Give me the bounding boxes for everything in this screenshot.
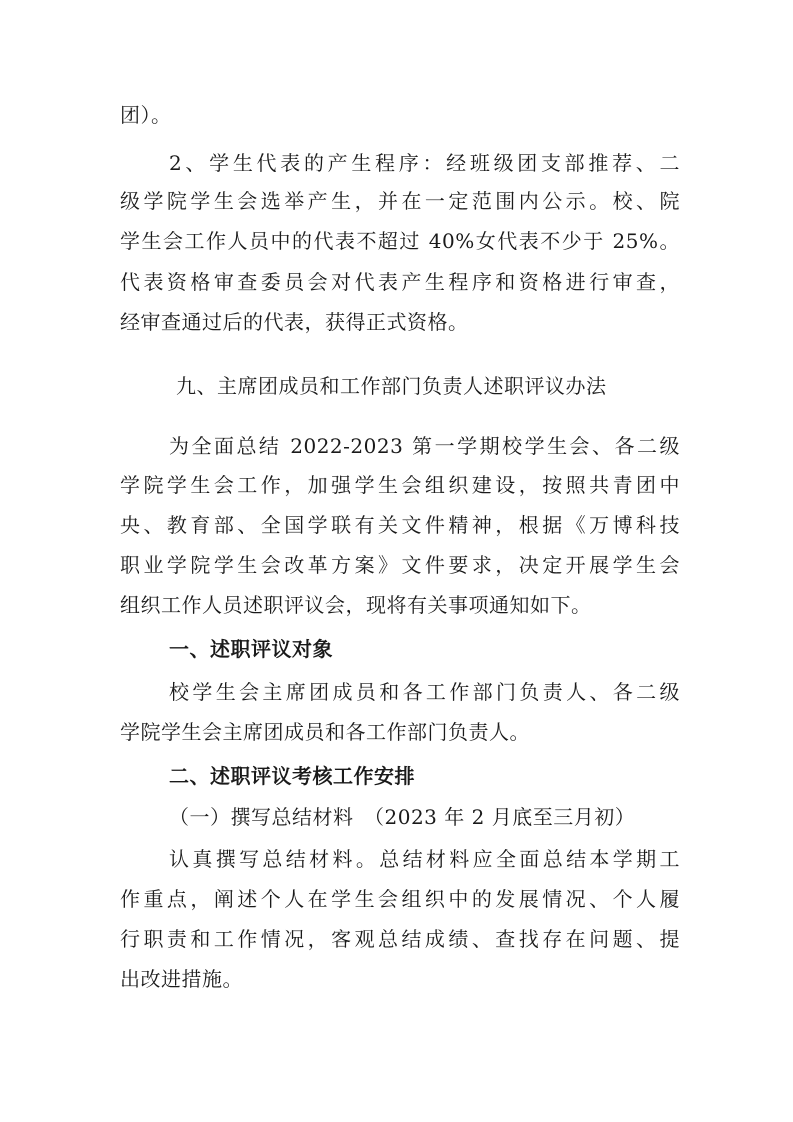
paragraph-summary-line-4: 出改进措施。 <box>120 967 243 991</box>
paragraph-summary-line-3: 行职责和工作情况，客观总结成绩、查找存在问题、提 <box>120 927 680 951</box>
paragraph-continuation-line: 团）。 <box>120 103 172 127</box>
paragraph-delegates-line-2: 级学院学生会选举产生，并在一定范围内公示。校、院 <box>120 189 680 213</box>
paragraph-intro-line-1: 为全面总结 2022-2023 第一学期校学生会、各二级 <box>169 434 680 458</box>
paragraph-summary-line-1: 认真撰写总结材料。总结材料应全面总结本学期工 <box>169 847 680 871</box>
paragraph-intro-line-5: 组织工作人员述职评议会，现将有关事项通知如下。 <box>120 593 592 617</box>
paragraph-intro-line-4: 职业学院学生会改革方案》文件要求，决定开展学生会 <box>120 553 680 577</box>
subheading-one: （一）撰写总结材料 （2023 年 2 月底至三月初） <box>169 805 636 829</box>
paragraph-delegates-line-1: 2、学生代表的产生程序：经班级团支部推荐、二 <box>169 151 680 175</box>
paragraph-delegates-line-5: 经审查通过后的代表，获得正式资格。 <box>120 310 469 334</box>
paragraph-delegates-line-4: 代表资格审查委员会对代表产生程序和资格进行审查， <box>120 270 680 294</box>
paragraph-targets-line-1: 校学生会主席团成员和各工作部门负责人、各二级 <box>169 680 680 704</box>
heading-two: 二、述职评议考核工作安排 <box>169 764 415 788</box>
paragraph-summary-line-2: 作重点，阐述个人在学生会组织中的发展情况、个人履 <box>120 887 680 911</box>
heading-one: 一、述职评议对象 <box>169 637 333 661</box>
paragraph-targets-line-2: 学院学生会主席团成员和各工作部门负责人。 <box>120 720 530 744</box>
paragraph-intro-line-3: 央、教育部、全国学联有关文件精神，根据《万博科技 <box>120 513 680 537</box>
paragraph-delegates-line-3: 学生会工作人员中的代表不超过 40%女代表不少于 25%。 <box>120 229 680 253</box>
paragraph-intro-line-2: 学院学生会工作，加强学生会组织建设，按照共青团中 <box>120 473 680 497</box>
section-nine-title: 九、主席团成员和工作部门负责人述职评议办法 <box>176 374 607 398</box>
